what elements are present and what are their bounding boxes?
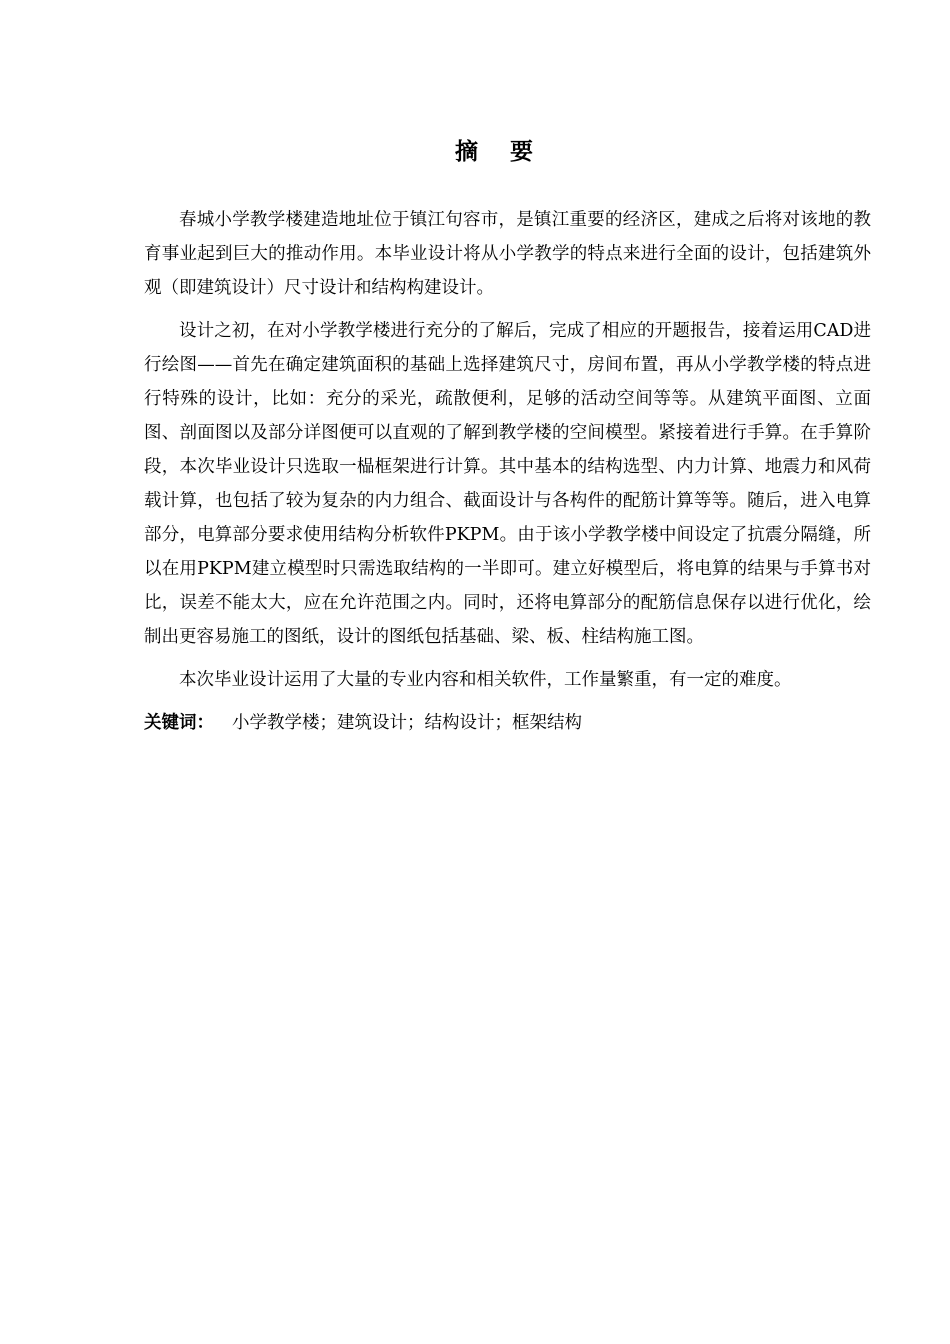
abstract-paragraph-3: 本次毕业设计运用了大量的专业内容和相关软件，工作量繁重，有一定的难度。	[179, 670, 792, 690]
abstract-body	[144, 203, 871, 740]
abstract-paragraph-2: 设计之初，在对小学教学楼进行充分的了解后，完成了相应的开题报告，接着运用CAD进行绘图——首先在确定建筑面积的基础上选择建筑尺寸，房间布置，再从小学教学楼的特点进行特殊的设计，比如：充分的采光，疏散便利，足够的活动空间等等。从建筑平面图、立面图、剖面图以及部分详图便可以直观的了解到教学楼的空间模型。紧接着进行手算。在手算阶段，本次毕业设计只选取一榀框架进行计算。其中基本的结构选型、内力计算、地震力和风荷载计算，也包括了较为复杂的内力组合、截面设计与各构件的配筋计算等等。随后，进入电算部分，电算部分要求使用结构分析软件PKPM。由于该小学教学楼中间设定了抗震分隔缝，所以在用PKPM建立模型时只需选取结构的一半即可。建立好模型后，将电算的结果与手算书对比，误差不能太大，应在允许范围之内。同时，还将电算部分的配筋信息保存以进行优化，绘制出更容易施工的图纸，设计的图纸包括基础、梁、板、柱结构施工图。	[144, 321, 871, 647]
keywords-line	[144, 706, 871, 740]
abstract-title: 摘 要	[454, 138, 545, 165]
keywords-values: 小学教学楼；建筑设计；结构设计；框架结构	[232, 713, 582, 733]
abstract-paragraph-1: 春城小学教学楼建造地址位于镇江句容市，是镇江重要的经济区，建成之后将对该地的教育事业起到巨大的推动作用。本毕业设计将从小学教学的特点来进行全面的设计，包括建筑外观（即建筑设计）尺寸设计和结构构建设计。	[144, 210, 871, 298]
keywords-label: 关键词：	[144, 713, 214, 733]
